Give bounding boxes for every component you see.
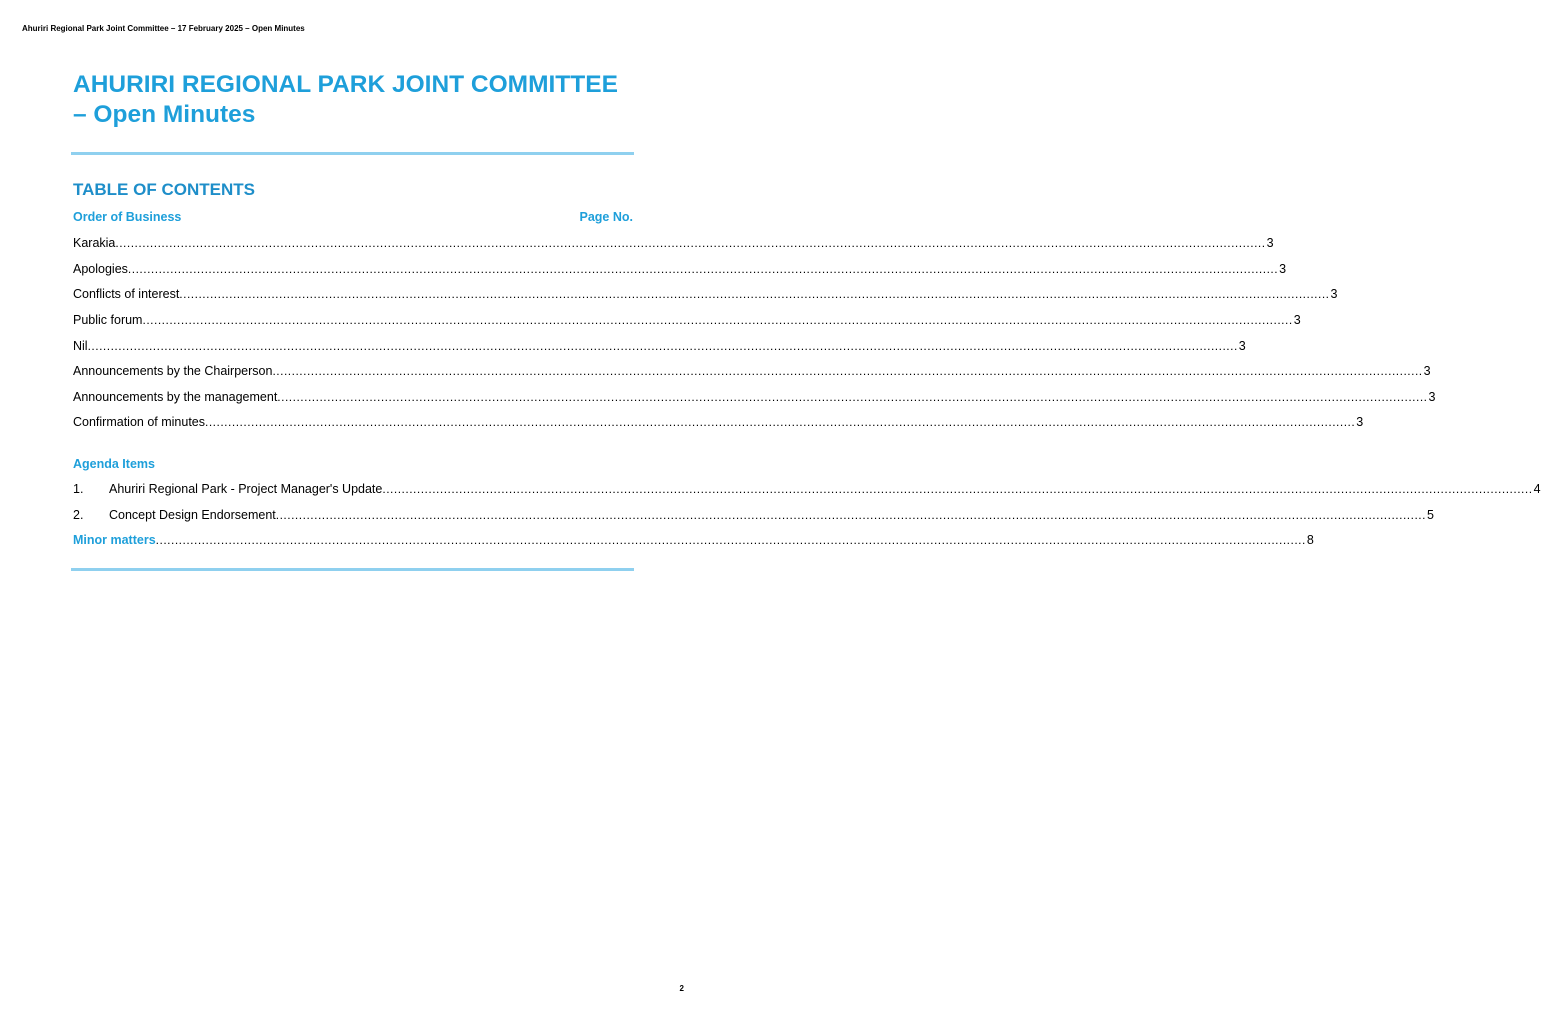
dot-leader: ............................................................................................................................................................................................................................................................................................................	[142, 313, 1293, 327]
toc-entry-karakia[interactable]	[73, 236, 1274, 252]
toc-entry-page: 4	[1533, 482, 1541, 496]
dot-leader: ............................................................................................................................................................................................................................................................................................................	[275, 508, 1426, 522]
toc-entry-apologies[interactable]	[73, 262, 1287, 278]
dot-leader: ............................................................................................................................................................................................................................................................................................................	[179, 287, 1330, 301]
title-line-2: – Open Minutes	[73, 101, 256, 128]
toc-entry-page: 3	[1238, 339, 1246, 353]
toc-entry-management-announcements[interactable]	[73, 390, 1436, 406]
dot-leader: ............................................................................................................................................................................................................................................................................................................	[205, 415, 1356, 429]
toc-item-number: 2.	[73, 508, 84, 522]
toc-entry-page: 3	[1428, 390, 1436, 404]
toc-entry-label: Public forum	[73, 313, 143, 327]
toc-entry-label: Ahuriri Regional Park - Project Manager's Update	[109, 482, 383, 496]
page-no-header: Page No.	[579, 210, 633, 224]
toc-entry-page: 3	[1356, 415, 1364, 429]
toc-agenda-item-2[interactable]	[73, 508, 1434, 524]
page-number: 2	[679, 984, 684, 993]
running-header: Ahuriri Regional Park Joint Committee – 17 February 2025 – Open Minutes	[22, 24, 305, 33]
title-line-1: AHURIRI REGIONAL PARK JOINT COMMITTEE	[73, 71, 618, 98]
toc-entry-label: Confirmation of minutes	[73, 415, 206, 429]
toc-entry-label: Concept Design Endorsement	[109, 508, 276, 522]
toc-entry-page: 3	[1330, 287, 1338, 301]
toc-agenda-item-1[interactable]	[73, 482, 1541, 498]
dot-leader: ............................................................................................................................................................................................................................................................................................................	[115, 236, 1266, 250]
toc-entry-nil[interactable]	[73, 339, 1246, 355]
toc-entry-label: Conflicts of interest	[73, 287, 180, 301]
dot-leader: ............................................................................................................................................................................................................................................................................................................	[87, 339, 1238, 353]
toc-entry-page: 8	[1306, 533, 1314, 547]
top-divider	[71, 152, 634, 155]
dot-leader: ............................................................................................................................................................................................................................................................................................................	[127, 262, 1279, 276]
toc-entry-label: Nil	[73, 339, 88, 353]
agenda-items-heading: Agenda Items	[73, 457, 155, 471]
toc-entry-page: 3	[1423, 364, 1431, 378]
toc-entry-label: Apologies	[73, 262, 128, 276]
toc-entry-page: 3	[1293, 313, 1301, 327]
dot-leader: ............................................................................................................................................................................................................................................................................................................	[272, 364, 1423, 378]
dot-leader: ............................................................................................................................................................................................................................................................................................................	[382, 482, 1533, 496]
bottom-divider	[71, 568, 634, 571]
toc-entry-confirmation[interactable]	[73, 415, 1364, 431]
toc-item-number: 1.	[73, 482, 84, 496]
toc-entry-chair-announcements[interactable]	[73, 364, 1431, 380]
toc-entry-public-forum[interactable]	[73, 313, 1301, 329]
document-title	[73, 70, 673, 130]
toc-entry-minor-matters[interactable]	[73, 533, 1314, 549]
toc-heading: TABLE OF CONTENTS	[73, 180, 255, 199]
toc-entry-page: 3	[1279, 262, 1287, 276]
toc-entry-label: Karakia	[73, 236, 116, 250]
toc-entry-page: 5	[1426, 508, 1434, 522]
order-of-business-header: Order of Business	[73, 210, 182, 224]
toc-entry-page: 3	[1266, 236, 1274, 250]
toc-entry-label: Announcements by the management	[73, 390, 278, 404]
dot-leader: ............................................................................................................................................................................................................................................................................................................	[155, 533, 1306, 547]
toc-entry-label: Announcements by the Chairperson	[73, 364, 273, 378]
toc-entry-label: Minor matters	[73, 533, 156, 547]
dot-leader: ............................................................................................................................................................................................................................................................................................................	[277, 390, 1428, 404]
toc-entry-conflicts[interactable]	[73, 287, 1338, 303]
